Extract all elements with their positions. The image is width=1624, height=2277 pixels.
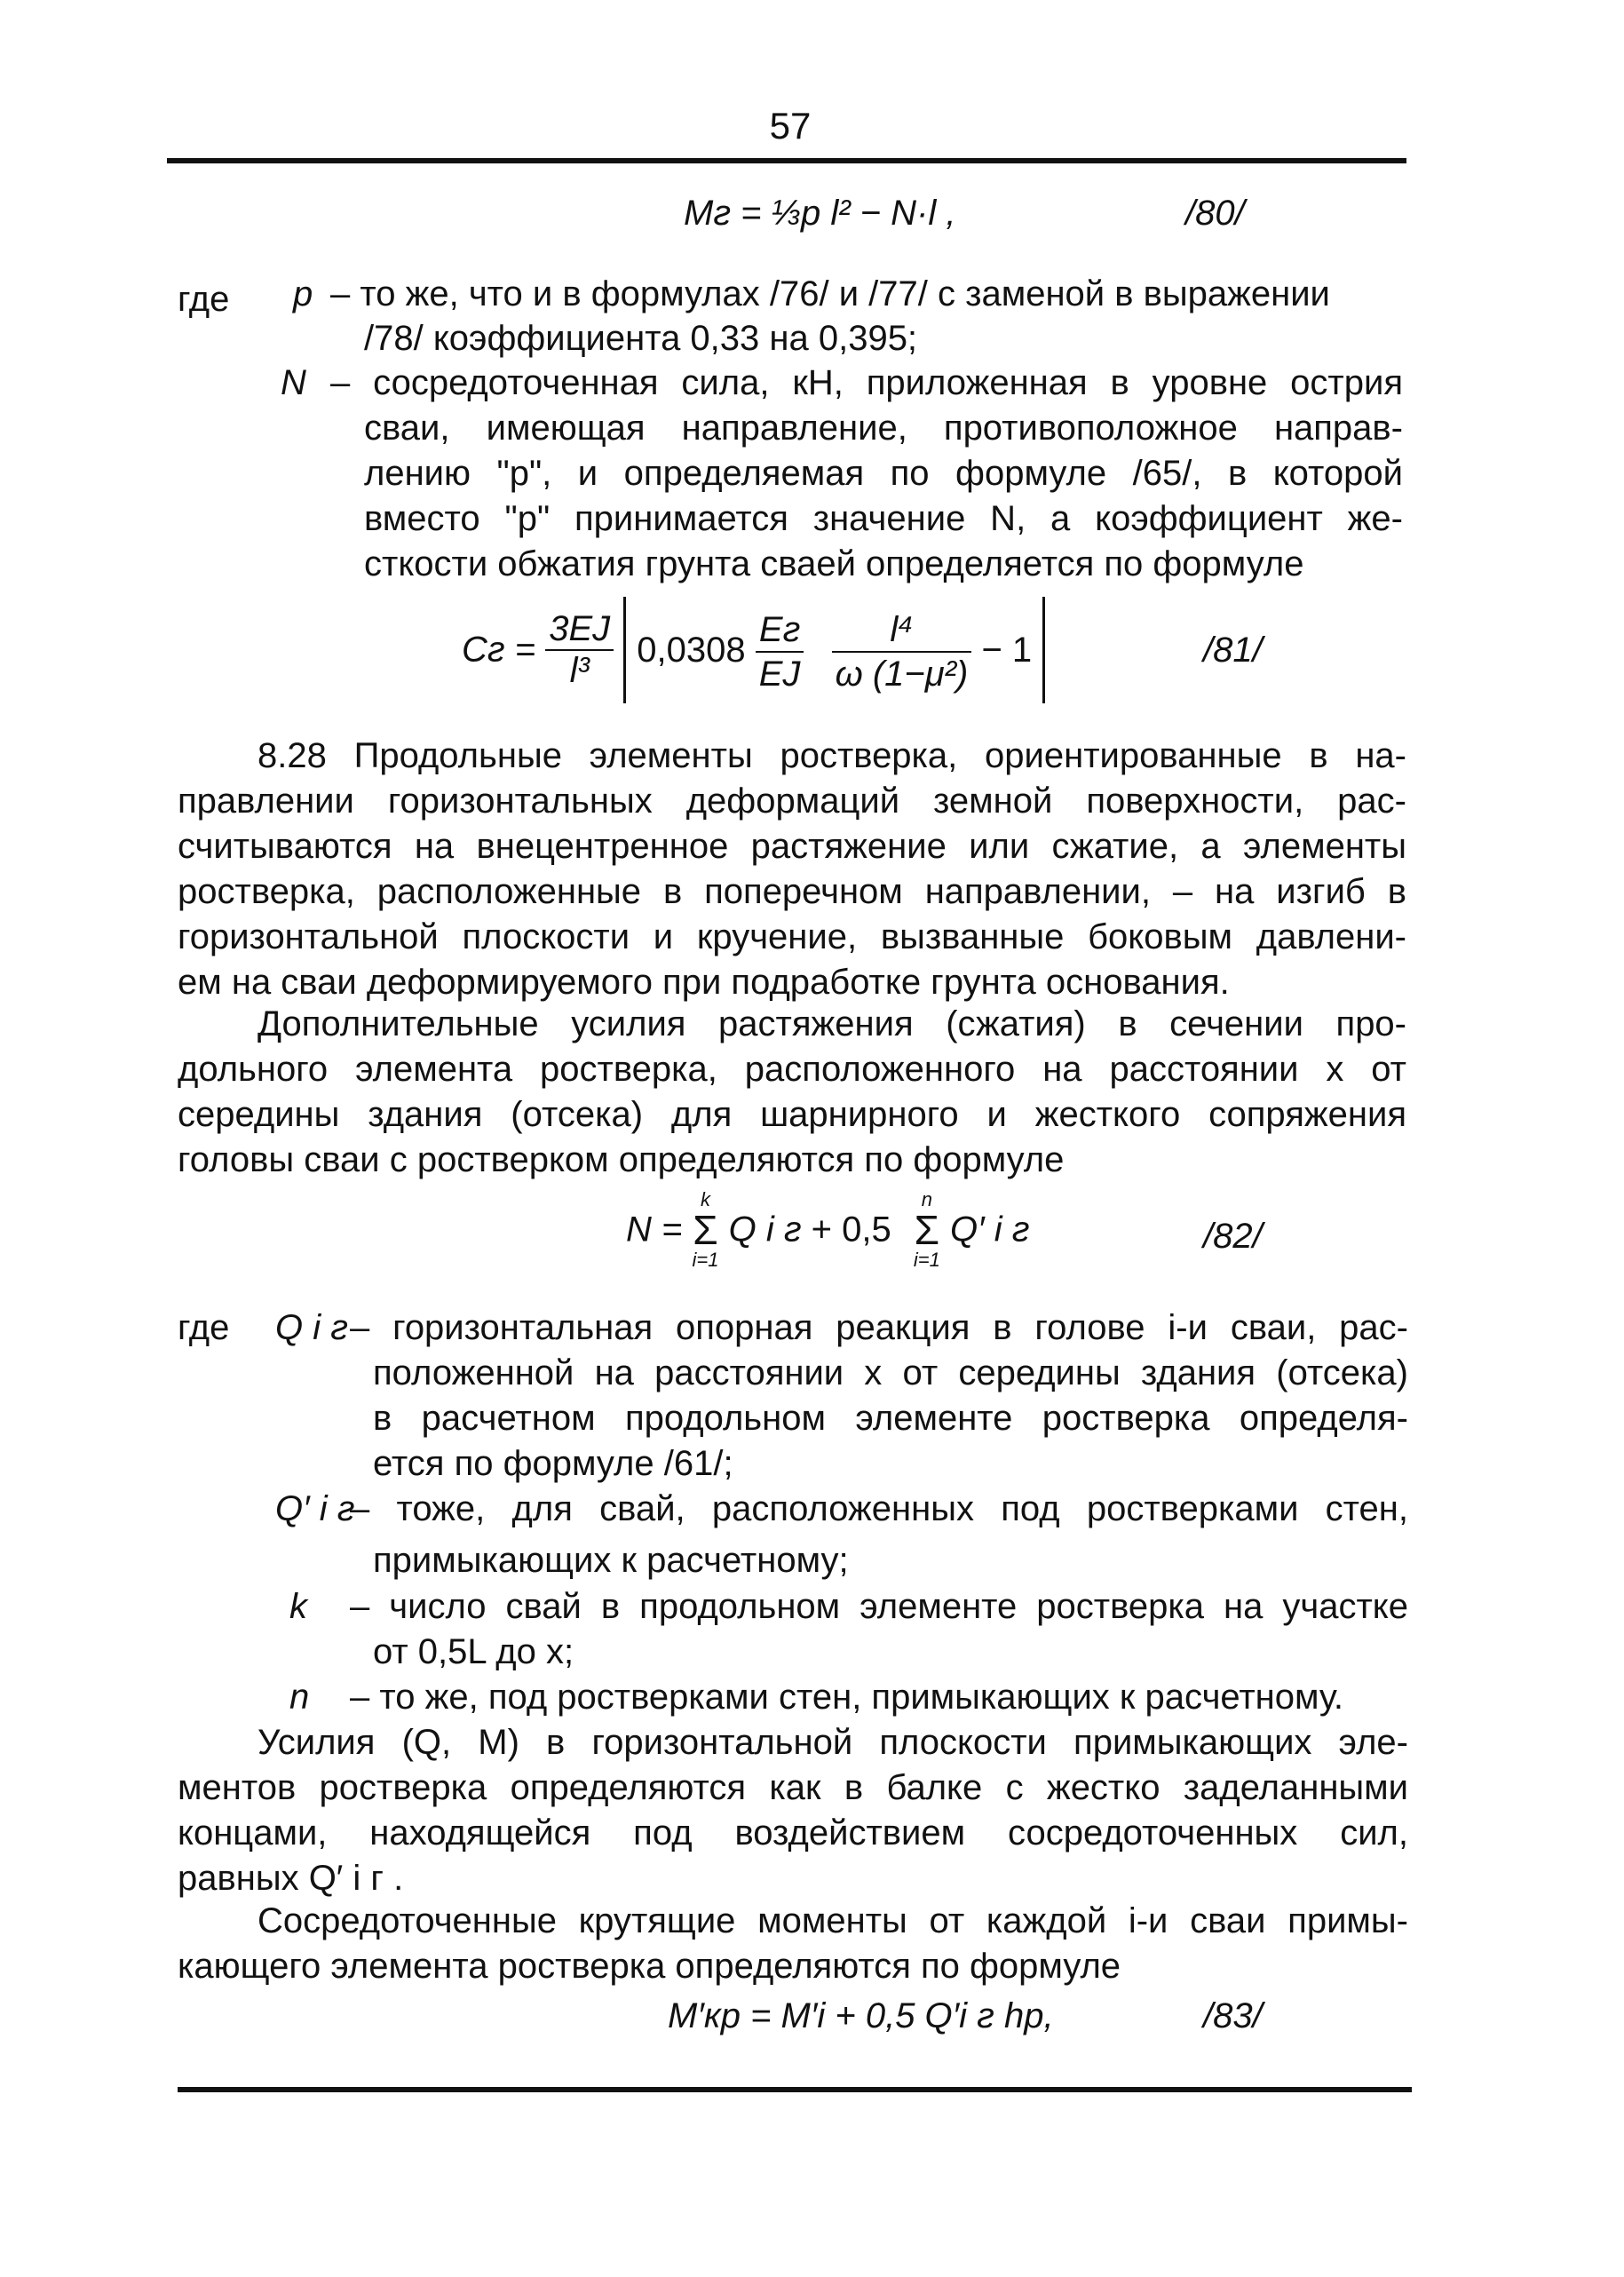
where-label-2: где — [178, 1308, 230, 1347]
eq82-term-1: Q i г — [728, 1210, 802, 1250]
eq81-e-den: EJ — [758, 655, 801, 694]
def-line: ется по формуле /61/; — [373, 1444, 733, 1483]
eq81-bracket — [623, 597, 1045, 703]
para-line: равных Q′ i г . — [178, 1859, 404, 1898]
eq82-plus: + 0,5 — [811, 1210, 891, 1250]
eq82-term-2: Q′ i г — [949, 1210, 1030, 1250]
para-line: ростверка, расположенные в поперечном направлении, – на изгиб в — [178, 872, 1406, 911]
bottom-rule — [178, 2087, 1412, 2092]
def-k — [350, 1584, 1408, 1630]
symbol-p: p — [293, 274, 313, 313]
paragraph-forces — [178, 1720, 1408, 1901]
eq-number-83: /83/ — [1203, 1996, 1263, 2035]
def-line: положенной на расстоянии x от середины здания (отсека) — [373, 1353, 1408, 1392]
def-n-line: лению "р", и определяемая по формуле /65/, в которой — [364, 454, 1403, 493]
def-q-prime — [350, 1487, 1408, 1532]
sum-2 — [914, 1190, 940, 1270]
eq81-frac — [545, 609, 614, 691]
sigma-icon: Σ — [914, 1207, 940, 1253]
symbol-q: Q i г — [275, 1308, 348, 1347]
para-line: кающего элемента ростверка определяются по формуле — [178, 1947, 1121, 1986]
where-label: где — [178, 280, 230, 319]
para-line: ментов ростверка определяются как в балке с жестко заделанными — [178, 1768, 1408, 1807]
paragraph-extra-forces — [178, 1002, 1406, 1183]
sigma-icon: Σ — [693, 1207, 718, 1253]
sum-1 — [692, 1190, 718, 1270]
eq-number-80: /80/ — [1185, 194, 1245, 233]
eq-number-82: /82/ — [1203, 1217, 1263, 1256]
def-line: – горизонтальная опорная реакция в голове i-и сваи, рас- — [350, 1308, 1408, 1347]
formula-80: Mг = ⅓p l² − N·l , — [684, 194, 956, 233]
para-line: 8.28 Продольные элементы ростверка, ориентированные в на- — [257, 736, 1406, 775]
sum-1-top: k — [700, 1188, 710, 1210]
eq81-tail: − 1 — [981, 631, 1033, 670]
para-line: Усилия (Q, M) в горизонтальной плоскости примыкающих эле- — [257, 1723, 1408, 1762]
def-line: – тоже, для свай, расположенных под ростверками стен, — [350, 1489, 1408, 1528]
def-n-cont — [364, 406, 1403, 587]
paragraph-moments — [178, 1899, 1408, 1989]
def-p-line-1: – то же, что и в формулах /76/ и /77/ с заменой в выражении — [330, 274, 1330, 313]
symbol-k: k — [289, 1587, 307, 1626]
eq-number-81: /81/ — [1203, 631, 1263, 670]
eq81-frac-den: l³ — [569, 651, 590, 690]
symbol-n-2: n — [289, 1678, 310, 1717]
para-line: горизонтальной плоскости и кручение, вызванные боковым давлени- — [178, 917, 1406, 956]
sum-2-bottom: i=1 — [913, 1249, 940, 1271]
eq81-e-frac — [756, 608, 804, 695]
def-n-2: – то же, под ростверками стен, примыкающих к расчетному. — [350, 1678, 1344, 1717]
def-n-line: вместо "р" принимается значение N, а коэффициент же- — [364, 499, 1403, 538]
sum-1-bottom: i=1 — [692, 1249, 719, 1271]
eq81-lhs: Cг = — [462, 630, 536, 670]
para-line: считываются на внецентренное растяжение или сжатие, а элементы — [178, 827, 1406, 866]
def-n — [330, 361, 1403, 406]
eq81-l-den: ω (1−μ²) — [835, 655, 969, 694]
para-line: Сосредоточенные крутящие моменты от каждой i-и сваи примы- — [257, 1901, 1408, 1940]
eq81-l-num: l⁴ — [832, 608, 972, 653]
def-line: – число свай в продольном элементе ростверка на участке — [350, 1587, 1408, 1626]
def-line: в расчетном продольном элементе ростверка определя- — [373, 1399, 1408, 1438]
def-line: примыкающих к расчетному; — [373, 1541, 849, 1580]
def-q — [350, 1305, 1408, 1351]
eq81-l-frac — [832, 608, 972, 695]
def-line: от 0,5L до x; — [373, 1632, 574, 1671]
para-line: концами, находящейся под воздействием сосредоточенных сил, — [178, 1813, 1408, 1853]
paragraph-8-28 — [178, 734, 1406, 1005]
para-line: головы сваи с ростверком определяются по формуле — [178, 1140, 1065, 1179]
def-n-line: сткости обжатия грунта сваей определяется по формуле — [364, 544, 1304, 583]
formula-81 — [462, 597, 1045, 703]
eq82-lhs: N = — [626, 1210, 683, 1250]
para-line: ем на сваи деформируемого при подработке грунта основания. — [178, 963, 1230, 1002]
top-rule — [167, 158, 1406, 163]
formula-82 — [626, 1190, 1029, 1270]
def-p-line-2: /78/ коэффициента 0,33 на 0,395; — [364, 319, 918, 358]
para-line: правлении горизонтальных деформаций земной поверхности, рас- — [178, 781, 1406, 821]
symbol-n: N — [281, 363, 306, 402]
para-line: дольного элемента ростверка, расположенного на расстоянии x от — [178, 1050, 1406, 1089]
para-line: Дополнительные усилия растяжения (сжатия) в сечении про- — [257, 1004, 1406, 1043]
eq81-coef: 0,0308 — [637, 631, 746, 670]
symbol-q-prime: Q′ i г — [275, 1489, 355, 1528]
page-number: 57 — [769, 105, 812, 147]
def-q-cont — [373, 1351, 1408, 1487]
eq81-frac-num: 3EJ — [545, 609, 614, 651]
def-n-line: – сосредоточенная сила, кН, приложенная в уровне острия — [330, 363, 1403, 402]
eq81-e-num: Eг — [756, 608, 804, 653]
formula-83: M′кр = M′i + 0,5 Q′i г hр, — [668, 1996, 1054, 2035]
sum-2-top: n — [921, 1188, 932, 1210]
def-n-line: сваи, имеющая направление, противоположное направ- — [364, 409, 1403, 448]
para-line: середины здания (отсека) для шарнирного и жесткого сопряжения — [178, 1095, 1406, 1134]
